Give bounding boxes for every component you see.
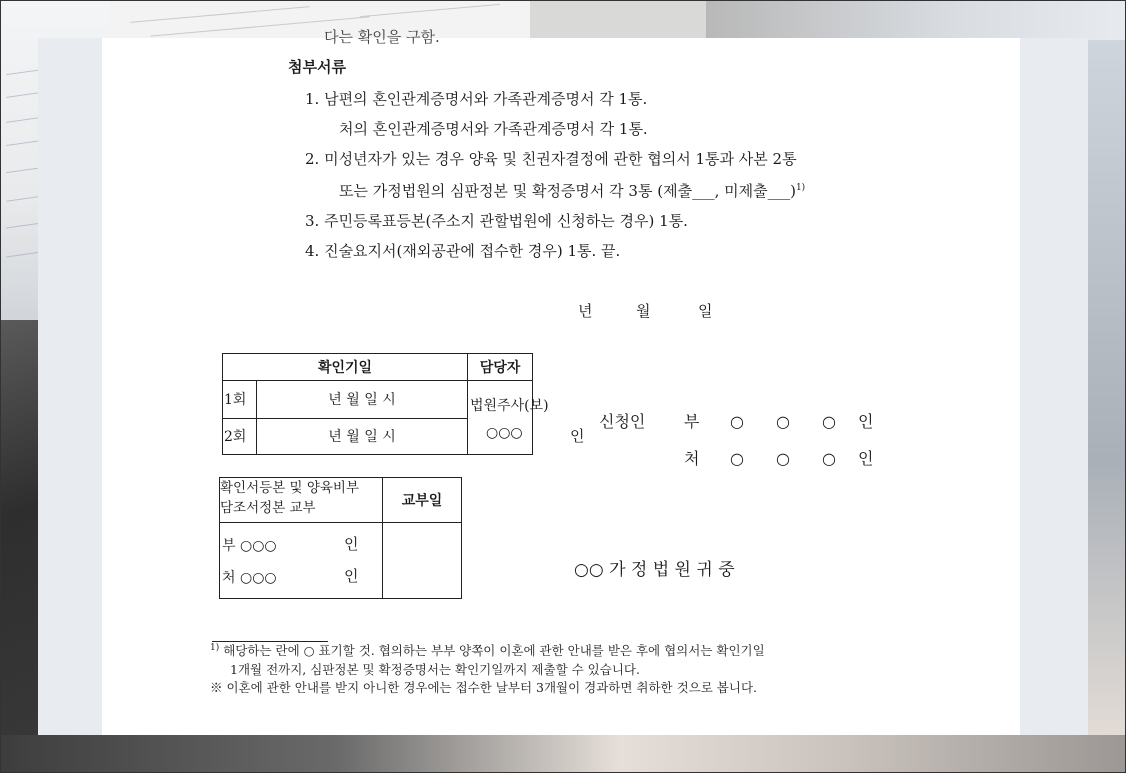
- officer-title: 법원주사(보): [470, 398, 549, 415]
- document-page: [102, 28, 1020, 735]
- copy-header: [220, 478, 383, 523]
- delivery-date-header: 교부일: [383, 478, 462, 523]
- round-2-date: 년 월 일 시: [257, 418, 468, 454]
- attachment-item-3: 3. 주민등록표등본(주소지 관할법원에 신청하는 경우) 1통.: [305, 212, 688, 230]
- applicant-wife-circle-2: ○: [776, 449, 790, 468]
- copy-header-line1: 확인서등본 및 양육비부: [220, 480, 359, 496]
- round-2-label: 2회: [223, 418, 257, 454]
- footnote-1-line-2: 1개월 전까지, 심판정본 및 확정증명서는 확인기일까지 제출할 수 있습니다.: [230, 662, 640, 677]
- footnote-ref: 1): [795, 183, 806, 193]
- background-paper-top: [110, 0, 530, 40]
- attachment-item-4: 4. 진술요지서(재외공관에 접수한 경우) 1통. 끝.: [305, 242, 621, 260]
- footnote-1-line-1: [210, 644, 765, 658]
- attachment-item-2-cont-text: 또는 가정법원의 심판정본 및 확정증명서 각 3통 (제출___, 미제출___): [339, 182, 796, 200]
- applicant-husband-circle-3: ○: [822, 412, 836, 431]
- copy-header-line2: 담조서정본 교부: [220, 500, 316, 516]
- background-right-side: [1088, 40, 1126, 740]
- officer-header: 담당자: [468, 354, 533, 381]
- applicant-husband-circle-2: ○: [776, 412, 790, 431]
- footnote-rule: [212, 641, 328, 642]
- footnote-1-marker: 1): [210, 643, 220, 653]
- applicant-wife-label: 처: [684, 449, 700, 468]
- attachment-item-1: 1. 남편의 혼인관계증명서와 가족관계증명서 각 1통.: [305, 90, 648, 108]
- copy-husband-seal: 인: [344, 535, 359, 553]
- officer-cell: [468, 381, 585, 455]
- copy-row-wife: 처 ○○○: [222, 570, 277, 586]
- applicant-wife-circle-3: ○: [822, 449, 836, 468]
- date-day: 일: [698, 302, 713, 320]
- officer-seal: 인: [570, 427, 585, 446]
- court-addressee: ○○ 가 정 법 원 귀 중: [574, 560, 735, 580]
- copy-wife-seal: 인: [344, 567, 359, 585]
- date-year: 년: [578, 302, 593, 320]
- applicant-wife-seal: 인: [858, 449, 874, 468]
- applicant-husband-circle-1: ○: [730, 412, 744, 431]
- cut-top-text: 다는 확인을 구함.: [324, 28, 440, 46]
- copy-recipients-cell: [220, 523, 383, 599]
- confirm-date-header: 확인기일: [223, 354, 468, 381]
- attachment-item-1-cont: 처의 혼인관계증명서와 가족관계증명서 각 1통.: [339, 120, 648, 138]
- attachment-item-2-cont: [339, 184, 805, 199]
- background-bottom: [0, 735, 1126, 773]
- round-1-label: 1회: [223, 381, 257, 418]
- copy-row-husband: 부 ○○○: [222, 538, 277, 554]
- round-1-date: 년 월 일 시: [257, 381, 468, 418]
- footnote-1-text: 해당하는 란에 ○ 표기할 것. 협의하는 부부 양쪽이 이혼에 관한 안내를 받은 후에 협의서는 확인기일: [223, 643, 765, 659]
- applicant-husband-label: 부: [684, 412, 700, 431]
- copy-delivery-table: [219, 477, 462, 599]
- background-top-right: [706, 0, 1126, 40]
- date-month: 월: [636, 302, 651, 320]
- confirm-date-table: [222, 353, 585, 455]
- applicant-husband-seal: 인: [858, 412, 874, 431]
- attachments-heading: 첨부서류: [288, 58, 346, 76]
- applicant-label: 신청인: [599, 412, 646, 431]
- applicant-wife-circle-1: ○: [730, 449, 744, 468]
- delivery-date-cell: [383, 523, 462, 599]
- attachment-item-2: 2. 미성년자가 있는 경우 양육 및 친권자결정에 관한 협의서 1통과 사본 2통: [305, 150, 797, 168]
- officer-name: ○○○: [486, 425, 523, 442]
- footnote-2: ※ 이혼에 관한 안내를 받지 아니한 경우에는 접수한 날부터 3개월이 경과하면 취하한 것으로 봅니다.: [210, 680, 758, 695]
